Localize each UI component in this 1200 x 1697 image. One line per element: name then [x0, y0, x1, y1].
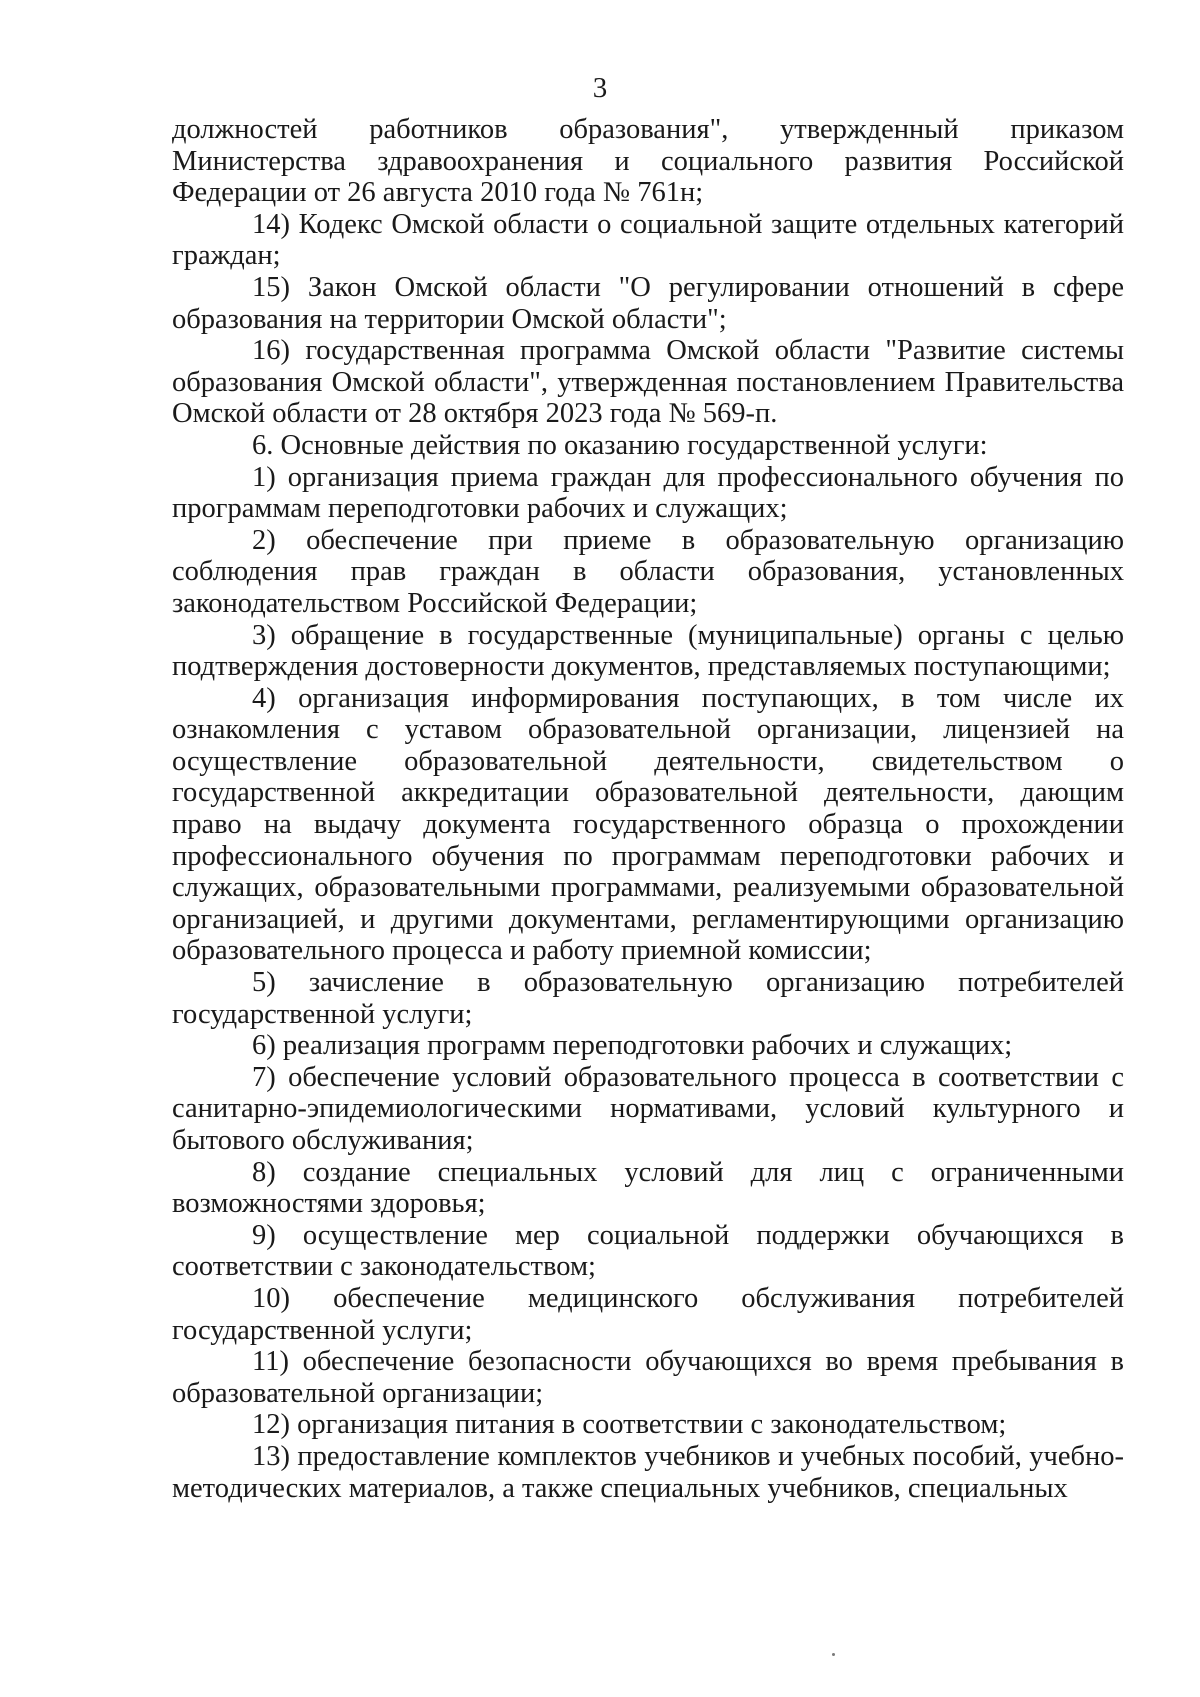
action-item-10: 10) обеспечение медицинского обслуживания потребителей государственной услуги;: [172, 1282, 1124, 1346]
page-number: 3: [592, 72, 608, 104]
action-item-7: 7) обеспечение условий образовательного процесса в соответствии с санитарно-эпидемиологическими нормативами, условий культурного и бытового обслуживания;: [172, 1061, 1124, 1156]
action-item-3: 3) обращение в государственные (муниципальные) органы с целью подтверждения достоверности документов, представляемых поступающими;: [172, 619, 1124, 683]
action-item-6: 6) реализация программ переподготовки рабочих и служащих;: [252, 1030, 1013, 1062]
action-item-13: 13) предоставление комплектов учебников и учебных пособий, учебно-методических материалов, а также специальных учебников, специальных: [172, 1440, 1124, 1504]
action-item-2: 2) обеспечение при приеме в образовательную организацию соблюдения прав граждан в области образования, установленных законодательством Российской Федерации;: [172, 524, 1124, 619]
paragraph-continuation: должностей работников образования", утвержденный приказом Министерства здравоохранения и социального развития Российской Федерации от 26 августа 2010 года № 761н;: [172, 114, 1124, 209]
paragraph-item-15: 15) Закон Омской области "О регулировании отношений в сфере образования на территории Омской области";: [172, 271, 1124, 335]
action-item-1: 1) организация приема граждан для профессионального обучения по программам переподготовки рабочих и служащих;: [172, 461, 1124, 525]
scan-speck: [832, 1653, 835, 1656]
action-item-4: 4) организация информирования поступающих, в том числе их ознакомления с уставом образовательной организации, лицензией на осуществление образовательной деятельности, свидетельством о государственной аккредитации образовательной деятельности, дающим право на выдачу документа государственного образца о прохождении профессионального обучения по программам переподготовки рабочих и служащих, образовательными программами, реализуемыми образовательной организацией, и другими документами, регламентирующими организацию образовательного процесса и работу приемной комиссии;: [172, 682, 1124, 967]
action-item-5: 5) зачисление в образовательную организацию потребителей государственной услуги;: [172, 967, 1124, 1030]
paragraph-item-16: 16) государственная программа Омской области "Развитие системы образования Омской области", утвержденная постановлением Правительства Омской области от 28 октября 2023 года № 569-п.: [172, 335, 1124, 430]
section-6-heading: 6. Основные действия по оказанию государственной услуги:: [252, 429, 988, 461]
action-item-12: 12) организация питания в соответствии с законодательством;: [252, 1409, 1007, 1441]
action-item-11: 11) обеспечение безопасности обучающихся во время пребывания в образовательной организации;: [172, 1346, 1124, 1409]
action-item-9: 9) осуществление мер социальной поддержки обучающихся в соответствии с законодательством;: [172, 1219, 1124, 1283]
document-body: [172, 114, 1124, 1504]
paragraph-item-14: 14) Кодекс Омской области о социальной защите отдельных категорий граждан;: [172, 208, 1124, 272]
action-item-8: 8) создание специальных условий для лиц с ограниченными возможностями здоровья;: [172, 1156, 1124, 1220]
